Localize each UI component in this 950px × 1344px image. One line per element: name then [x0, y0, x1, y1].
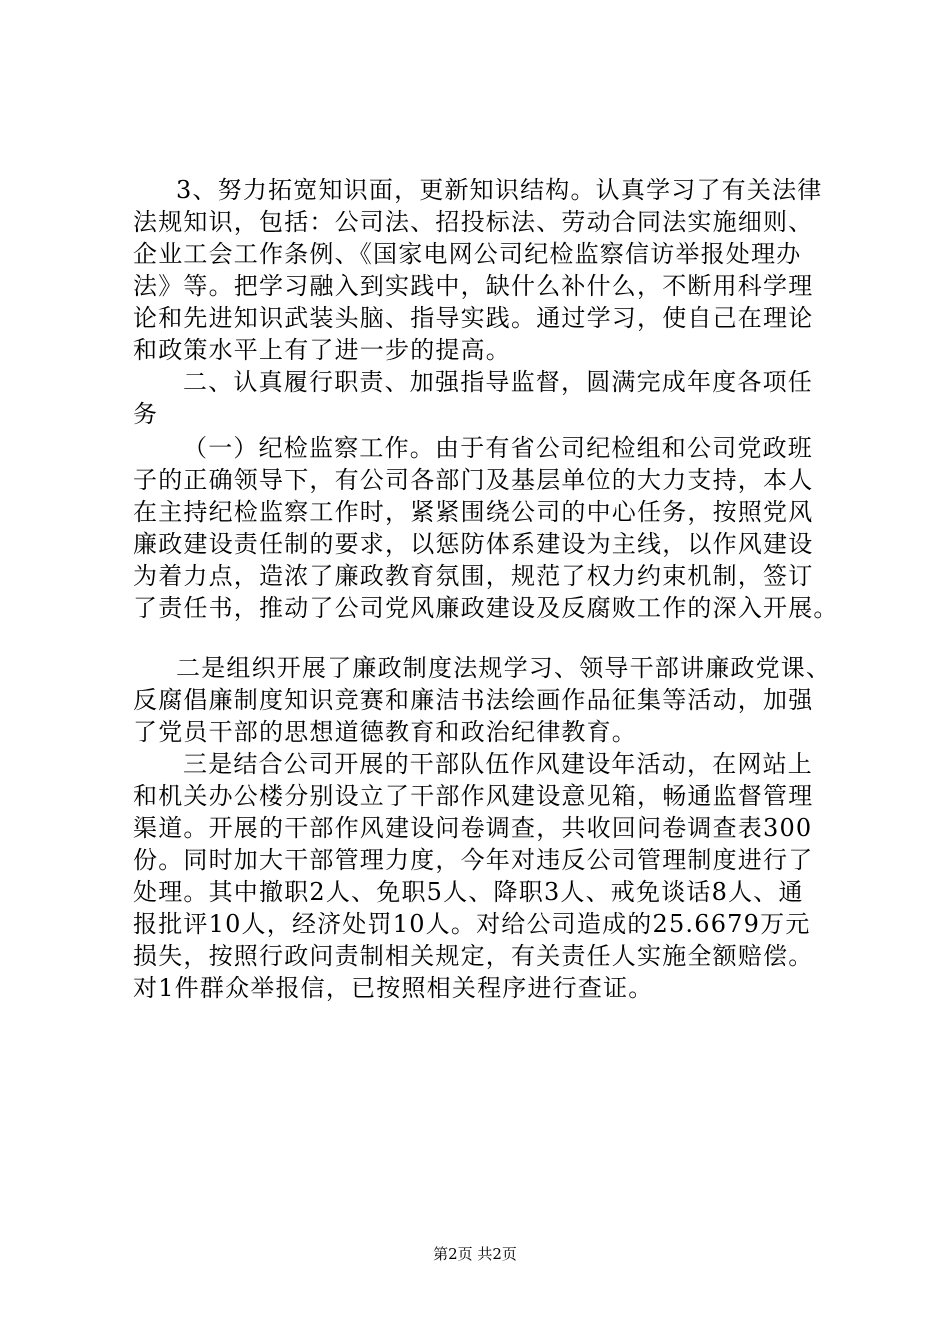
- text-line: 份。同时加大干部管理力度，今年对违反公司管理制度进行了: [133, 846, 814, 874]
- text-line: 法》等。把学习融入到实践中，缺什么补什么，不断用科学理: [133, 272, 814, 300]
- text-line: 了责任书，推动了公司党风廉政建设及反腐败工作的深入开展。: [133, 594, 839, 622]
- text-line: 论和先进知识武装头脑、指导实践。通过学习，使自己在理论: [133, 304, 814, 332]
- text-line: 子的正确领导下，有公司各部门及基层单位的大力支持，本人: [133, 466, 814, 494]
- text-line: 和机关办公楼分别设立了干部作风建设意见箱，畅通监督管理: [133, 782, 814, 810]
- text-line: 企业工会工作条例、《国家电网公司纪检监察信访举报处理办: [133, 240, 802, 268]
- page-number-footer: 第2页 共2页: [433, 1245, 517, 1263]
- text-line: 3、努力拓宽知识面，更新知识结构。认真学习了有关法律: [176, 176, 823, 204]
- section-heading: 二、认真履行职责、加强指导监督，圆满完成年度各项任: [183, 368, 813, 396]
- text-line: 处理。其中撤职2人、免职5人、降职3人、戒免谈话8人、通: [133, 878, 804, 906]
- text-line: 损失，按照行政问责制相关规定，有关责任人实施全额赔偿。: [133, 942, 814, 970]
- text-line: 报批评10人，经济处罚10人。对给公司造成的25.6679万元: [133, 910, 811, 938]
- text-line: 法规知识，包括：公司法、招投标法、劳动合同法实施细则、: [133, 208, 814, 236]
- text-line: 了党员干部的思想道德教育和政治纪律教育。: [133, 718, 637, 746]
- text-line: 二是组织开展了廉政制度法规学习、领导干部讲廉政党课、: [176, 654, 832, 682]
- text-line: 三是结合公司开展的干部队伍作风建设年活动，在网站上: [183, 750, 813, 778]
- text-line: 在主持纪检监察工作时，紧紧围绕公司的中心任务，按照党风: [133, 498, 814, 526]
- text-line: （一）纪检监察工作。由于有省公司纪检组和公司党政班: [183, 434, 813, 462]
- text-line: 廉政建设责任制的要求，以惩防体系建设为主线，以作风建设: [133, 530, 814, 558]
- text-line: 和政策水平上有了进一步的提高。: [133, 336, 511, 364]
- text-line: 对1件群众举报信，已按照相关程序进行查证。: [133, 974, 654, 1002]
- section-heading: 务: [133, 400, 159, 428]
- text-line: 反腐倡廉制度知识竞赛和廉洁书法绘画作品征集等活动，加强: [133, 686, 814, 714]
- text-line: 渠道。开展的干部作风建设问卷调查，共收回问卷调查表300: [133, 814, 813, 842]
- text-line: 为着力点，造浓了廉政教育氛围，规范了权力约束机制，签订: [133, 562, 814, 590]
